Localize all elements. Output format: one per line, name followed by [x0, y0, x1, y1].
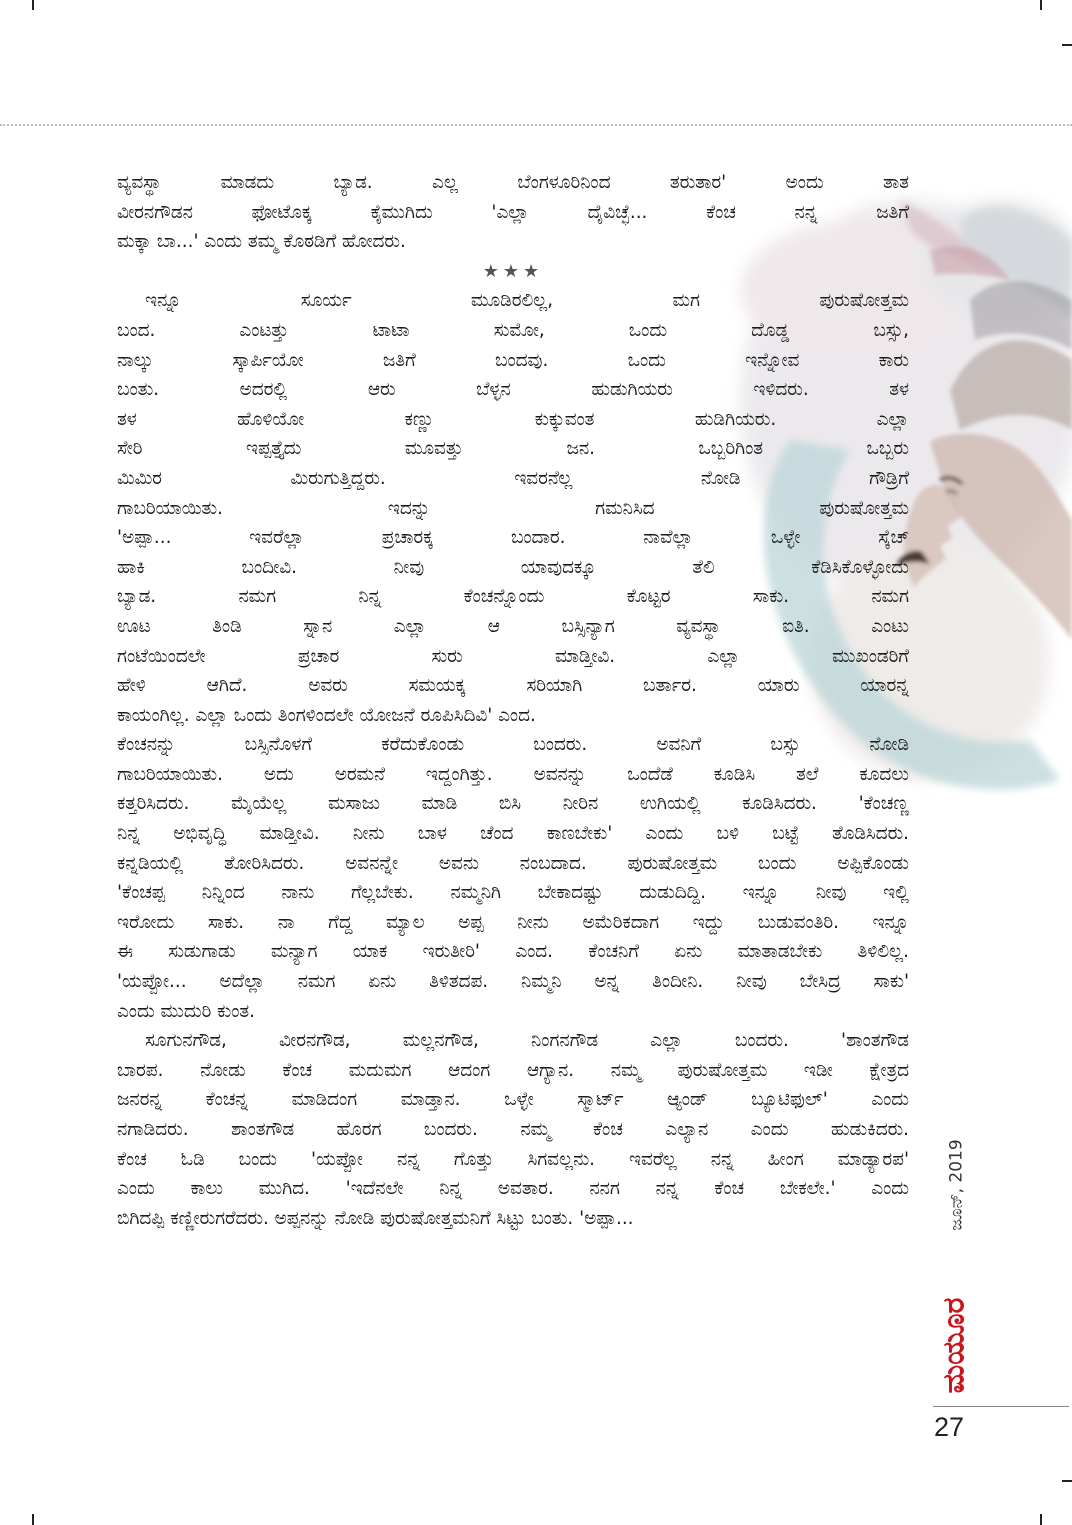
- article-line: ಊಟ ತಿಂಡಿ ಸ್ನಾನ ಎಲ್ಲಾ ಆ ಬಸ್ಸಿನ್ಯಾಗ ವ್ಯವಸ್ಥಾ ಐತಿ. ಎಂಟು: [117, 615, 909, 637]
- article-line: ಬಿಗಿದಪ್ಪಿ ಕಣ್ಣೀರುಗರೆದರು. ಅಪ್ಪನನ್ನು ನೋಡಿ ಪುರುಷೋತ್ತಮನಿಗೆ ಸಿಟ್ಟು ಬಂತು. 'ಅಪ್ಪಾ...: [117, 1207, 634, 1229]
- article-line: ಮಿಮಿರ ಮಿರುಗುತ್ತಿದ್ದರು. ಇವರನೆಲ್ಲ ನೋಡಿ ಗೌಡ್ರಿಗೆ: [117, 467, 909, 489]
- article-line: ಎಂದು ಮುದುರಿ ಕುಂತ.: [117, 1000, 256, 1022]
- article-line: 'ಅಪ್ಪಾ... ಇವರೆಲ್ಲಾ ಪ್ರಚಾರಕ್ಕ ಬಂದಾರ. ನಾವೆಲ್ಲಾ ಒಳ್ಳೇ ಸ್ಕೆಚ್: [117, 527, 909, 549]
- article-line: ಈ ಸುಡುಗಾಡು ಮನ್ಯಾಗ ಯಾಕ ಇರುತೀರಿ' ಎಂದ. ಕೆಂಚನಿಗೆ ಏನು ಮಾತಾಡಬೇಕು ತಿಳಿಲಿಲ್ಲ.: [117, 941, 909, 963]
- page-number: 27: [934, 1412, 965, 1442]
- article-line: ಜನರನ್ನ ಕೆಂಚನ್ನ ಮಾಡಿದಂಗ ಮಾಡ್ತಾನ. ಒಳ್ಳೇ ಸ್ಮಾರ್ಟ್ ಆ್ಯಂಡ್ ಬ್ಯೂಟಿಫುಲ್' ಎಂದು: [117, 1089, 909, 1111]
- crop-mark-top-left: [32, 0, 34, 10]
- article-line: ನಿನ್ನ ಅಭಿವೃದ್ಧಿ ಮಾಡ್ತೀವಿ. ನೀನು ಬಾಳ ಚೆಂದ ಕಾಣಬೇಕು' ಎಂದು ಬಳಿ ಬಟ್ಟೆ ತೊಡಿಸಿದರು.: [117, 823, 909, 845]
- article-line: ಬ್ಯಾಡ. ನಮಗ ನಿನ್ನ ಕೆಂಚನ್ನೊಂದು ಕೊಟ್ಟರ ಸಾಕು. ನಮಗ: [117, 586, 909, 608]
- crop-mark-right-bottom: [1062, 1480, 1072, 1482]
- article-body: [117, 168, 909, 1233]
- article-line: ಗಂಟೆಯಿಂದಲೇ ಪ್ರಚಾರ ಸುರು ಮಾಡ್ತೀವಿ. ಎಲ್ಲಾ ಮುಖಂಡರಿಗೆ: [117, 645, 909, 667]
- article-line: ತಳ ಹೊಳಿಯೋ ಕಣ್ಣು ಕುಕ್ಕುವಂತ ಹುಡಿಗಿಯರು. ಎಲ್ಲಾ: [117, 408, 909, 430]
- article-line: ಕನ್ನಡಿಯಲ್ಲಿ ತೋರಿಸಿದರು. ಅವನನ್ನೇ ಅವನು ನಂಬದಾದ. ಪುರುಷೋತ್ತಮ ಬಂದು ಅಪ್ಪಿಕೊಂಡು: [117, 852, 909, 874]
- magazine-logo-text: ಮಯೂರ: [936, 1297, 972, 1393]
- article-line: ಗಾಬರಿಯಾಯಿತು. ಅದು ಅರಮನೆ ಇದ್ದಂಗಿತ್ತು. ಅವನನ್ನು ಒಂದೆಡೆ ಕೂಡಿಸಿ ತಲೆ ಕೂದಲು: [117, 763, 909, 785]
- issue-date: [925, 1110, 989, 1260]
- article-line: ಕತ್ತರಿಸಿದರು. ಮೈಯೆಲ್ಲ ಮಸಾಜು ಮಾಡಿ ಬಿಸಿ ನೀರಿನ ಉಗಿಯಲ್ಲಿ ಕೂಡಿಸಿದರು. 'ಕೆಂಚಣ್ಣ: [117, 793, 909, 815]
- section-separator: ★★★: [482, 260, 544, 282]
- article-line: ಸೂಗುನಗೌಡ, ವೀರನಗೌಡ, ಮಲ್ಲನಗೌಡ, ನಿಂಗನಗೌಡ ಎಲ್ಲಾ ಬಂದರು. 'ಶಾಂತಗೌಡ: [145, 1030, 909, 1052]
- article-line: ಹಾಕಿ ಬಂದೀವಿ. ನೀವು ಯಾವುದಕ್ಕೂ ತೆಲಿ ಕೆಡಿಸಿಕೊಳ್ಳೋದು: [117, 556, 909, 578]
- article-line: ಬಾರಪ. ನೋಡು ಕೆಂಚ ಮದುಮಗ ಆದಂಗ ಆಗ್ಯಾನ. ನಮ್ಮ ಪುರುಷೋತ್ತಮ ಇಡೀ ಕ್ಷೇತ್ರದ: [117, 1059, 909, 1081]
- article-line: ಮಕ್ಕಾ ಬಾ...' ಎಂದು ತಮ್ಮ ಕೊಠಡಿಗೆ ಹೋದರು.: [117, 231, 406, 253]
- article-line: ಎಂದು ಕಾಲು ಮುಗಿದ. 'ಇದೆನಲೇ ನಿನ್ನ ಅವತಾರ. ನನಗ ನನ್ನ ಕೆಂಚ ಬೇಕಲೇ.' ಎಂದು: [117, 1178, 909, 1200]
- issue-date-label: ಜೂನ್, 2019: [947, 1139, 967, 1231]
- crop-mark-bottom-left: [32, 1514, 34, 1525]
- article-line: ಹೇಳಿ ಆಗಿದೆ. ಅವರು ಸಮಯಕ್ಕ ಸರಿಯಾಗಿ ಬರ್ತಾರ. ಯಾರು ಯಾರನ್ನ: [117, 675, 909, 697]
- article-line: ಇನ್ನೂ ಸೂರ್ಯ ಮೂಡಿರಲಿಲ್ಲ, ಮಗ ಪುರುಷೋತ್ತಮ: [145, 290, 909, 312]
- crop-mark-bottom-right: [1040, 1514, 1042, 1525]
- header-dotted-divider: [0, 124, 1072, 126]
- article-line: ನಾಲ್ಕು ಸ್ಕಾರ್ಪಿಯೋ ಜತಿಗೆ ಬಂದವು. ಒಂದು ಇನ್ನೋವ ಕಾರು: [117, 349, 909, 371]
- article-line: ನಗಾಡಿದರು. ಶಾಂತಗೌಡ ಹೊರಗ ಬಂದರು. ನಮ್ಮ ಕೆಂಚ ಎಲ್ಯಾನ ಎಂದು ಹುಡುಕಿದರು.: [117, 1119, 909, 1140]
- page-number-rule: [933, 1406, 1069, 1407]
- crop-mark-top-right: [1040, 0, 1042, 10]
- article-line: ಸೇರಿ ಇಪ್ಪತ್ತೈದು ಮೂವತ್ತು ಜನ. ಒಬ್ಬರಿಗಿಂತ ಒಬ್ಬರು: [117, 438, 909, 460]
- article-line: ಬಂದ. ಎಂಟತ್ತು ಟಾಟಾ ಸುಮೋ, ಒಂದು ದೊಡ್ಡ ಬಸ್ಸು,: [117, 319, 909, 341]
- article-line: ವೀರನಗೌಡನ ಫೋಟೊಕ್ಕ ಕೈಮುಗಿದು 'ಎಲ್ಲಾ ದೈವಿಚ್ಛೆ... ಕೆಂಚ ನನ್ನ ಜತಿಗೆ: [117, 201, 909, 223]
- article-line: ಬಂತು. ಅದರಲ್ಲಿ ಆರು ಬೆಳ್ಳನ ಹುಡುಗಿಯರು ಇಳಿದರು. ತಳ: [117, 379, 909, 401]
- article-line: ವ್ಯವಸ್ಥಾ ಮಾಡದು ಬ್ಯಾಡ. ಎಲ್ಲ ಬೆಂಗಳೂರಿನಿಂದ ತರುತಾರ' ಅಂದು ತಾತ: [117, 172, 909, 193]
- article-line: ಗಾಬರಿಯಾಯಿತು. ಇದನ್ನು ಗಮನಿಸಿದ ಪುರುಷೋತ್ತಮ: [117, 497, 909, 519]
- crop-mark-right-top: [1062, 44, 1072, 46]
- article-line: ಕೆಂಚ ಓಡಿ ಬಂದು 'ಯಪ್ಪೋ ನನ್ನ ಗೊತ್ತು ಸಿಗವಲ್ಲನು. ಇವರೆಲ್ಲ ನನ್ನ ಹೀಂಗ ಮಾಡ್ಯಾರಪ': [117, 1148, 909, 1170]
- article-line: 'ಕೆಂಚಪ್ಪ ನಿನ್ನಿಂದ ನಾನು ಗೆಲ್ಲಬೇಕು. ನಮ್ಮನಿಗಿ ಬೇಕಾದಷ್ಟು ದುಡುದಿದ್ದಿ. ಇನ್ನೂ ನೀವು ಇಲ್ಲಿ: [117, 882, 909, 904]
- article-line: ಇರೋದು ಸಾಕು. ನಾ ಗೆದ್ದ ಮ್ಯಾಲ ಅಪ್ಪ ನೀನು ಅಮೆರಿಕದಾಗ ಇದ್ದು ಬುಡುವಂತಿರಿ. ಇನ್ನೂ: [117, 911, 909, 933]
- article-line: 'ಯಪ್ಪೋ... ಅದೆಲ್ಲಾ ನಮಗ ಏನು ತಿಳಿತದಪ. ನಿಮ್ಮನಿ ಅನ್ನ ತಿಂದೀನಿ. ನೀವು ಬೇಸಿದ್ರ ಸಾಕು': [117, 971, 909, 993]
- magazine-logo: [926, 1290, 982, 1400]
- article-line: ಕೆಂಚನನ್ನು ಬಸ್ಸಿನೊಳಗೆ ಕರೆದುಕೊಂಡು ಬಂದರು. ಅವನಿಗೆ ಬಸ್ಸು ನೋಡಿ: [117, 734, 909, 756]
- article-line: ಕಾಯಂಗಿಲ್ಲ. ಎಲ್ಲಾ ಒಂದು ತಿಂಗಳಿಂದಲೇ ಯೋಜನೆ ರೂಪಿಸಿದಿವಿ' ಎಂದ.: [117, 704, 536, 726]
